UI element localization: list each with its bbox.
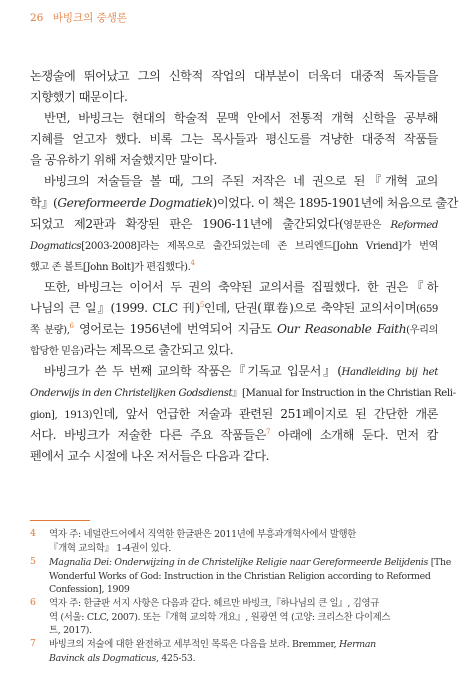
body-line bbox=[30, 340, 438, 361]
footnote-marker: 4 bbox=[190, 258, 195, 267]
text-run: 트, 2017). bbox=[49, 625, 92, 637]
text-run: (우리의 bbox=[406, 325, 439, 337]
text-run: 『개혁 교의학』 1-4권이 있다. bbox=[49, 542, 171, 554]
body-line bbox=[30, 235, 438, 256]
text-run: 반면, 바빙크는 현대의 학술적 문맥 안에서 전통적 개혁 신학을 공부해 bbox=[44, 111, 438, 126]
footnote-line bbox=[49, 652, 439, 666]
text-run: Confession], 1909 bbox=[49, 584, 130, 596]
text-run: 바빙크가 쓴 두 번째 교의학 작품은『기독교 입문서』( bbox=[44, 364, 342, 379]
text-run: 지혜를 얻고자 했다. 비록 그는 목사들과 평신도를 겨냥한 대중적 작품들 bbox=[30, 132, 438, 147]
footnote-number: 6 bbox=[30, 597, 36, 608]
text-run: 역 (서울: CLC, 2007). 또는『개혁 교의학 개요』, 원광연 역 (고양: 크리스찬 다이제스 bbox=[49, 611, 391, 623]
text-run: Magnalia Dei: Onderwijzing in de Christelijke Religie naar Gereformeerde Belijdenis bbox=[49, 557, 429, 568]
footnote-divider bbox=[30, 520, 90, 521]
footnote-line bbox=[49, 583, 439, 597]
text-run: 되었고 제2판과 확장된 판은 1906-11년에 출간되었다( bbox=[30, 216, 344, 231]
text-run: [The bbox=[428, 557, 451, 568]
text-run: 인데, 앞서 언급한 저술과 관련된 251페이지로 된 간단한 개론 bbox=[92, 406, 438, 421]
footnote-line bbox=[49, 570, 439, 584]
text-run: Bavinck als Dogmaticus bbox=[49, 652, 157, 664]
body-line bbox=[30, 66, 438, 87]
footnote-text bbox=[49, 528, 439, 555]
body-line bbox=[30, 108, 438, 129]
text-run: 아래에 소개해 둔다. 먼저 캄 bbox=[269, 427, 438, 442]
footnote-text bbox=[49, 556, 451, 597]
body-line bbox=[30, 298, 438, 319]
body-line bbox=[30, 214, 438, 235]
text-run: 역자 주: 한글판 서지 사항은 다음과 같다. 헤르만 바빙크,『하나님의 큰 일』, 김영규 bbox=[49, 598, 379, 609]
text-run: 지향했기 때문이다. bbox=[30, 90, 128, 105]
body-line bbox=[30, 129, 438, 150]
footnote-text bbox=[49, 638, 439, 665]
footnote-marker: 5 bbox=[199, 301, 204, 310]
text-run: )이었다. 이 책은 1895-1901년에 처음으로 출간 bbox=[212, 195, 458, 210]
footnote-line bbox=[49, 624, 439, 638]
text-run: 쪽 분량), bbox=[30, 325, 70, 337]
body-line bbox=[30, 87, 438, 108]
text-run: Reformed bbox=[390, 219, 438, 231]
text-run: Herman bbox=[339, 639, 376, 650]
body-line bbox=[30, 382, 456, 403]
text-run: Dogmatics bbox=[30, 240, 82, 252]
footnote-line bbox=[49, 542, 439, 556]
footnote-marker: 7 bbox=[265, 427, 270, 436]
text-run: 서다. 바빙크가 저술한 다른 주요 작품들은 bbox=[30, 427, 266, 442]
text-run: 바빙크의 저술에 대한 완전하고 세부적인 목록은 다음을 보라. Bremmer, bbox=[49, 639, 339, 650]
text-run: 나님의 큰 일』(1999. CLC 刊) bbox=[30, 301, 200, 316]
running-header bbox=[30, 10, 127, 25]
text-run: 펜에서 교수 시절에 나온 저서들은 다음과 같다. bbox=[30, 448, 270, 463]
footnote-number: 7 bbox=[30, 638, 36, 649]
text-run: 라는 제목으로 출간되고 있다. bbox=[83, 343, 234, 358]
text-run: 또한, 바빙크는 이어서 두 권의 축약된 교의서를 집필했다. 한 권은『하 bbox=[44, 279, 438, 294]
text-run: Wonderful Works of God: Instruction in the Christian Religion according to Reformed bbox=[49, 570, 431, 582]
body-line bbox=[30, 404, 438, 425]
text-run: Gereformeerde Dogmatiek bbox=[57, 195, 213, 210]
text-run: [2003-2008]라는 제목으로 출간되었는데 존 브리엔드[John Vriend]가 번역 bbox=[81, 240, 438, 252]
text-run: 』[Manual for Instruction in the Christian Reli- bbox=[232, 388, 456, 400]
body-line bbox=[30, 319, 438, 340]
footnote-line bbox=[49, 556, 451, 570]
footnote-line bbox=[49, 528, 439, 542]
body-line bbox=[30, 150, 438, 171]
body-line bbox=[30, 277, 438, 298]
running-title: 바빙크의 중생론 bbox=[52, 12, 128, 24]
footnote-line bbox=[49, 638, 439, 652]
text-run: 영문판은 bbox=[343, 219, 391, 231]
text-run: 영어로는 1956년에 번역되어 지금도 bbox=[73, 322, 277, 337]
text-run: 바빙크의 저술들을 볼 때, 그의 주된 저작은 네 권으로 된『개혁 교의 bbox=[44, 174, 438, 189]
footnote-number: 4 bbox=[30, 528, 36, 539]
footnote-number: 5 bbox=[30, 556, 36, 567]
text-run: Onderwijs in den Christelijken Godsdienst bbox=[30, 388, 233, 400]
body-line bbox=[30, 425, 438, 446]
text-run: (659 bbox=[416, 304, 438, 316]
page-number: 26 bbox=[30, 12, 44, 24]
body-line bbox=[30, 193, 458, 214]
text-run: , 425-53. bbox=[156, 652, 196, 664]
footnote-text bbox=[49, 597, 439, 638]
text-run: Our Reasonable Faith bbox=[276, 322, 407, 337]
footnote-line bbox=[49, 597, 439, 611]
body-line bbox=[30, 171, 438, 192]
text-run: Handleiding bij het bbox=[341, 367, 438, 379]
footnote-marker: 6 bbox=[69, 322, 74, 331]
text-run: 합당한 믿음) bbox=[30, 346, 84, 358]
text-run: 학』( bbox=[30, 195, 58, 210]
text-run: 역자 주: 네덜란드어에서 직역한 한글판은 2011년에 부흥과개혁사에서 발행한 bbox=[49, 529, 356, 540]
text-run: 했고 존 볼트[John Bolt]가 편집했다). bbox=[30, 261, 191, 273]
body-text bbox=[30, 66, 458, 467]
text-run: 을 공유하기 위해 저술했지만 말이다. bbox=[30, 153, 217, 168]
text-run: 논쟁술에 뛰어났고 그의 신학적 작업의 대부분이 더욱더 대중적 독자들을 bbox=[30, 69, 438, 83]
footnote-line bbox=[49, 611, 439, 625]
text-run: 인데, 단권(單卷)으로 축약된 교의서이며 bbox=[203, 301, 417, 316]
text-run: gion], 1913) bbox=[30, 409, 93, 421]
body-line bbox=[30, 361, 438, 382]
body-line bbox=[30, 446, 438, 467]
body-line bbox=[30, 256, 438, 277]
